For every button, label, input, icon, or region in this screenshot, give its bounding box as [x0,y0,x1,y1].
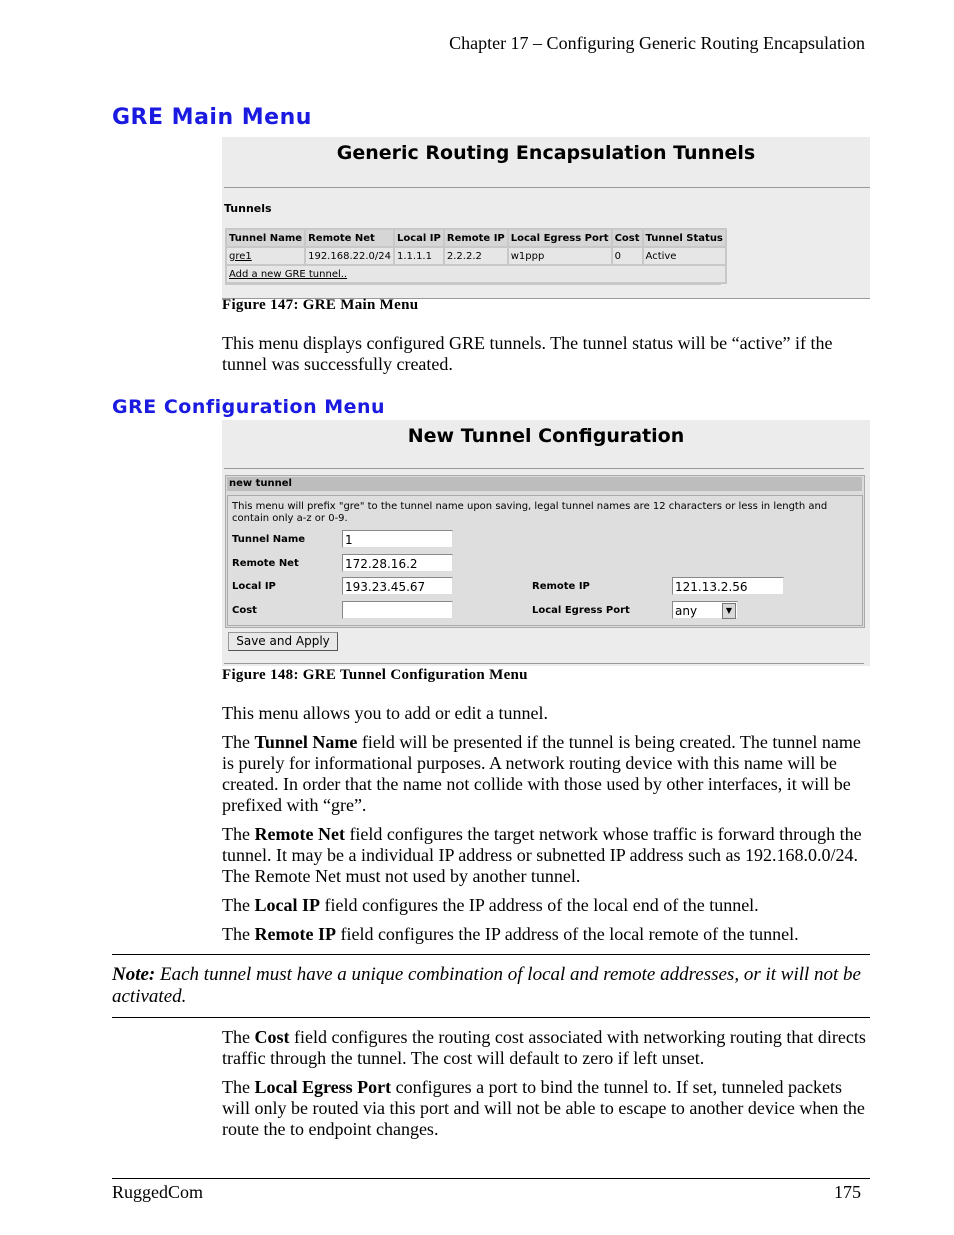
label-cost: Cost [232,605,257,616]
para-local-ip [222,895,870,916]
table-row [227,266,725,282]
add-tunnel-cell[interactable] [227,266,725,282]
fig147-screenshot [222,137,870,298]
para-tunnel-name [222,732,870,816]
text: The [222,924,255,944]
tunnel-link[interactable]: gre1 [229,250,252,262]
text: field configures the routing cost associated with networking routing that directs traffic through the tunnel. The cost will default to zero if left unset. [222,1027,866,1068]
tunnel-name-input[interactable]: 1 [342,530,453,548]
label-local-egress-port: Local Egress Port [532,605,630,616]
cost-input[interactable] [342,601,453,619]
fig148-title: New Tunnel Configuration [407,425,685,447]
fig147-caption: Figure 147: GRE Main Menu [222,297,419,313]
col-remote-net: Remote Net [306,230,393,246]
divider [224,187,870,188]
egress-port-value: any [675,604,698,618]
label-remote-ip: Remote IP [532,581,590,592]
text: configures a port to bind the tunnel to. If set, tunneled packets will only be routed via this port and will not be able to escape to another device when the route the to endpoint changes. [222,1077,865,1139]
term: Remote Net [254,824,345,844]
save-apply-button[interactable]: Save and Apply [228,632,338,651]
para-main-menu [222,333,870,383]
para-intro: This menu allows you to add or edit a tunnel. [222,703,548,723]
new-tunnel-panel [225,475,865,628]
add-tunnel-link[interactable]: Add a new GRE tunnel.. [229,268,348,280]
config-menu-heading: GRE Configuration Menu [112,396,386,418]
label-tunnel-name: Tunnel Name [232,534,306,545]
footer-rule [112,1178,870,1179]
note [112,964,870,1008]
col-local-ip: Local IP [395,230,443,246]
text: field configures the IP address of the local remote of the tunnel. [335,924,799,944]
term: Remote IP [254,924,336,944]
term: Tunnel Name [254,732,358,752]
egress-port-select[interactable] [672,601,738,619]
text: field will be presented if the tunnel is being created. The tunnel name is purely for informational purposes. A network routing device with this name will be created. In order that the name not collide with those used by other interfaces, it will be prefixed with “gre”. [222,732,861,815]
remote-net-input[interactable]: 172.28.16.2 [342,554,453,572]
note-top-rule [112,954,870,955]
cell-remote-net: 192.168.22.0/24 [306,248,393,264]
fig147-title: Generic Routing Encapsulation Tunnels [336,142,756,164]
page-number: 175 [834,1182,861,1202]
info-text: This menu will prefix "gre" to the tunnel name upon saving, legal tunnel names are 12 characters or less in length and contain only a-z or 0-9. [232,501,828,524]
footer-left: RuggedCom [112,1182,204,1202]
col-tunnel-status: Tunnel Status [644,230,725,246]
note-text: Each tunnel must have a unique combination of local and remote addresses, or it will not be activated. [112,964,861,1007]
para-cost [222,1027,870,1069]
cell-egress-port: w1ppp [509,248,611,264]
main-menu-heading: GRE Main Menu [112,105,312,130]
term: Local Egress Port [254,1077,392,1097]
text: The [222,1027,255,1047]
text: field configures the target network whose traffic is forward through the tunnel. It may be a individual IP address or subnetted IP address such as 192.168.0.0/24. The Remote Net must not used by another tunnel. [222,824,862,886]
para-text: This menu displays configured GRE tunnels. The tunnel status will be “active” if the tunnel was successfully created. [222,333,833,374]
cell-tunnel-name[interactable] [227,248,304,264]
para-remote-ip [222,924,870,945]
col-local-egress-port: Local Egress Port [509,230,611,246]
tunnels-table [225,228,727,284]
col-cost: Cost [613,230,642,246]
text: The [222,1077,255,1097]
note-label: Note: [112,964,156,985]
remote-ip-input[interactable]: 121.13.2.56 [672,577,784,595]
para-remote-net [222,824,870,887]
text: The [222,732,255,752]
form-area [227,495,863,626]
text: The [222,895,255,915]
col-tunnel-name: Tunnel Name [227,230,304,246]
col-remote-ip: Remote IP [445,230,507,246]
text: field configures the IP address of the local end of the tunnel. [319,895,759,915]
table-row [227,248,725,264]
divider [224,663,864,664]
fig148-screenshot [222,420,870,666]
note-bottom-rule [112,1017,870,1018]
divider [224,468,864,469]
table-header-row [227,230,725,246]
cell-remote-ip: 2.2.2.2 [445,248,507,264]
chevron-down-icon[interactable]: ▼ [722,603,736,619]
tunnels-table-wrap [225,228,721,285]
term: Cost [254,1027,290,1047]
cell-cost: 0 [613,248,642,264]
fig147-subtitle: Tunnels [224,202,272,215]
text: The [222,824,255,844]
fig148-caption: Figure 148: GRE Tunnel Configuration Menu [222,667,528,683]
body-paragraphs [222,703,870,953]
body-paragraphs-2 [222,1027,870,1148]
local-ip-input[interactable]: 193.23.45.67 [342,577,453,595]
para-egress [222,1077,870,1140]
section-label: new tunnel [227,477,862,491]
cell-status: Active [644,248,725,264]
term: Local IP [254,895,320,915]
label-local-ip: Local IP [232,581,276,592]
chapter-header: Chapter 17 – Configuring Generic Routing Encapsulation [449,33,865,53]
label-remote-net: Remote Net [232,558,299,569]
cell-local-ip: 1.1.1.1 [395,248,443,264]
